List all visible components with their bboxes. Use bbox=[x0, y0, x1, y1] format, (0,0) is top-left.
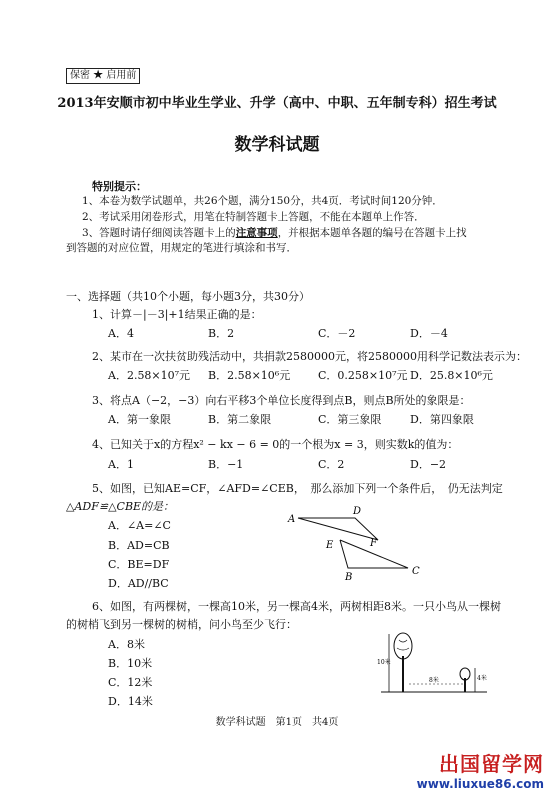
watermark-logo bbox=[417, 748, 544, 791]
note-3-cont: 到答题的对应位置，用规定的笔进行填涂和书写． bbox=[66, 242, 297, 254]
page-footer: 数学科试题 第1页 共4页 bbox=[215, 717, 339, 728]
secret-label: 保密 ★ 启用前 bbox=[66, 68, 140, 84]
q4-stem: 4、已知关于x的方程x² − kx − 6 = 0的一个根为x = 3，则实数k的值为： bbox=[92, 438, 459, 451]
q6-tall-tree-icon bbox=[394, 633, 412, 692]
q6-short-tree-icon bbox=[460, 668, 470, 692]
note-3-part-a: 3、答题时请仔细阅读答题卡上的 bbox=[82, 227, 236, 239]
q6-stem-cont: 的树梢飞到另一棵树的树梢，问小鸟至少飞行： bbox=[66, 618, 297, 631]
q6-option-b: B．10米 bbox=[108, 657, 153, 670]
q6-stem: 6、如图，有两棵树，一棵高10米，另一棵高4米，两树相距8米。一只小鸟从一棵树 bbox=[92, 600, 501, 613]
q5-label-b: B bbox=[345, 572, 353, 583]
note-3 bbox=[82, 225, 467, 240]
section-1-title: 一、选择题（共10个小题，每小题3分，共30分） bbox=[66, 290, 310, 303]
q6-label-height-2: 4米 bbox=[477, 675, 487, 682]
q1-stem: 1、计算－|－3|+1结果正确的是： bbox=[92, 308, 262, 321]
q5-option-a: A．∠A=∠C bbox=[108, 519, 171, 532]
q3-option-d: D．第四象限 bbox=[410, 413, 474, 426]
q4-option-c: C．2 bbox=[318, 458, 345, 471]
q4-option-d: D．−2 bbox=[410, 458, 447, 471]
q3-option-a: A．第一象限 bbox=[108, 413, 171, 426]
q2-option-c: C．0.258×10⁷元 bbox=[318, 369, 408, 382]
q5-figure bbox=[280, 500, 430, 590]
q5-option-c: C．BE=DF bbox=[108, 558, 170, 571]
q2-option-a: A．2.58×10⁷元 bbox=[108, 369, 191, 382]
q5-label-e: E bbox=[326, 540, 334, 551]
q1-option-d: D．－4 bbox=[410, 327, 448, 340]
note-3-emphasis: 注意事项 bbox=[235, 227, 278, 239]
q5-stem-cont: △ADF≌△CBE的是： bbox=[66, 500, 175, 513]
note-3-part-c: ，并根据本题单各题的编号在答题卡上找 bbox=[277, 227, 467, 239]
note-2: 2、考试采用闭卷形式，用笔在特制答题卡上答题，不能在本题单上作答． bbox=[82, 211, 425, 223]
q2-stem: 2、某市在一次扶贫助残活动中，共捐款2580000元，将2580000用科学记数法表示为： bbox=[92, 350, 527, 363]
q5-label-d: D bbox=[353, 506, 362, 517]
q6-label-distance: 8米 bbox=[429, 677, 439, 684]
q5-label-a: A bbox=[288, 514, 296, 525]
watermark-url: www.liuxue86.com bbox=[416, 777, 544, 791]
q6-option-c: C．12米 bbox=[108, 676, 153, 689]
q3-option-c: C．第三象限 bbox=[318, 413, 382, 426]
q5-figure-triangle-adf bbox=[298, 518, 378, 540]
q6-figure bbox=[375, 628, 493, 700]
q1-option-c: C．－2 bbox=[318, 327, 356, 340]
q2-option-d: D．25.8×10⁶元 bbox=[410, 369, 493, 382]
q4-option-b: B．−1 bbox=[208, 458, 244, 471]
q5-label-c: C bbox=[412, 566, 420, 577]
q4-option-a: A．1 bbox=[108, 458, 134, 471]
q5-option-d: D．AD//BC bbox=[108, 577, 169, 590]
q6-option-d: D．14米 bbox=[108, 695, 153, 708]
q6-label-height-1: 10米 bbox=[377, 659, 391, 666]
q3-option-b: B．第二象限 bbox=[208, 413, 272, 426]
note-1: 1、本卷为数学试题单，共26个题，满分150分，共4页．考试时间120分钟． bbox=[82, 195, 443, 207]
notes-heading: 特别提示： bbox=[92, 180, 147, 193]
q1-option-a: A．4 bbox=[108, 327, 134, 340]
subject-title: 数学科试题 bbox=[234, 135, 320, 155]
q3-stem: 3、将点A（−2，−3）向右平移3个单位长度得到点B，则点B所处的象限是： bbox=[92, 394, 471, 407]
q5-option-b: B．AD=CB bbox=[108, 539, 170, 552]
exam-title: 2013年安顺市初中毕业生学业、升学（高中、中职、五年制专科）招生考试 bbox=[57, 96, 497, 111]
q6-option-a: A．8米 bbox=[108, 638, 145, 651]
q5-label-f: F bbox=[370, 538, 377, 549]
q5-stem: 5、如图，已知AE=CF，∠AFD=∠CEB， 那么添加下列一个条件后， 仍无法判定 bbox=[92, 482, 503, 495]
q2-option-b: B．2.58×10⁶元 bbox=[208, 369, 291, 382]
watermark-title: 出国留学网 bbox=[439, 752, 544, 776]
q1-option-b: B．2 bbox=[208, 327, 235, 340]
